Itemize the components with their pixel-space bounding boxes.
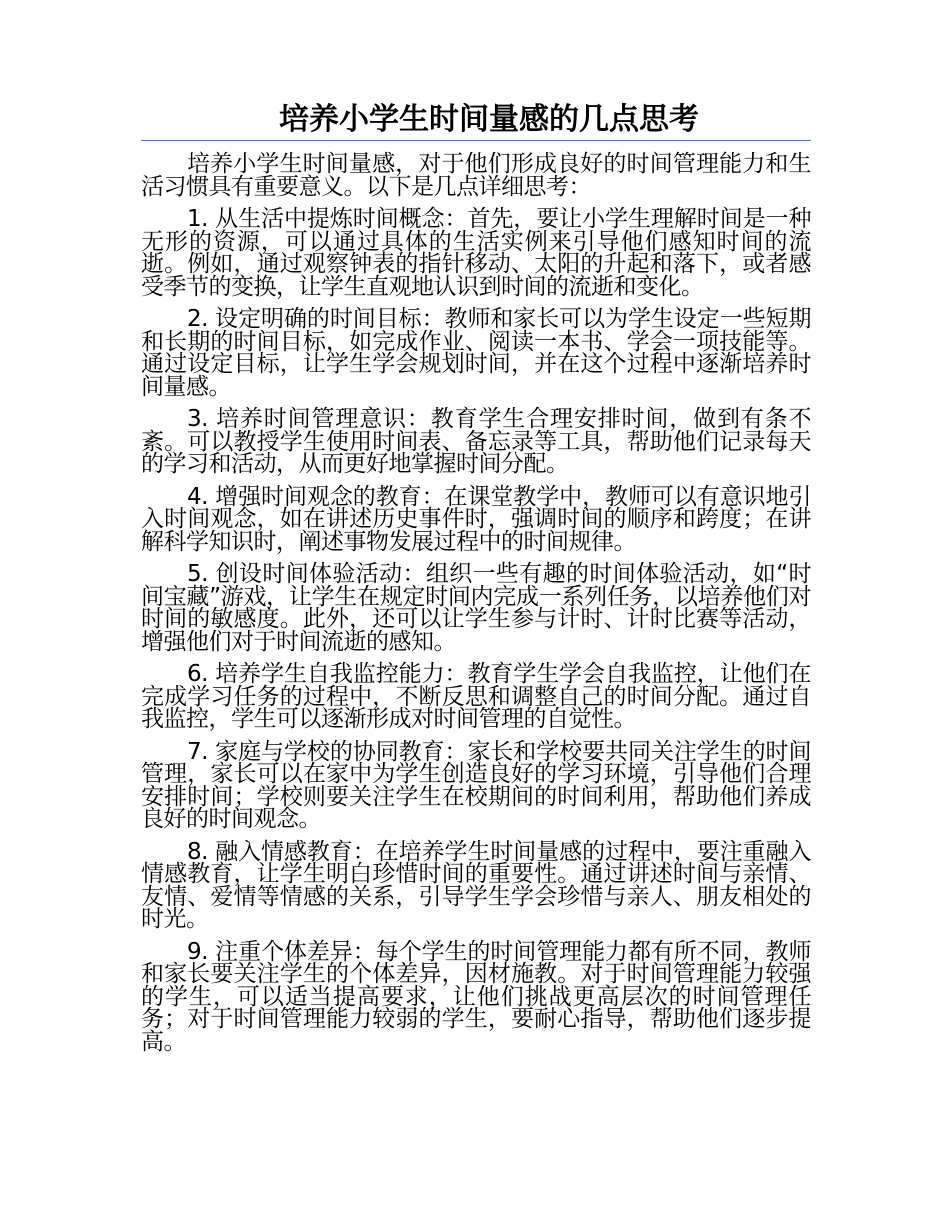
paragraph-point-9: 9. 注重个体差异：每个学生的时间管理能力都有所不同，教师和家长要关注学生的个体差异，因材施教。对于时间管理能力较强的学生，可以适当提高要求，让他们挑战更高层次的时间管理任务；对于时间管理能力较弱的学生，要耐心指导，帮助他们逐步提高。 [141,938,811,1055]
paragraph-point-7: 7. 家庭与学校的协同教育：家长和学校要共同关注学生的时间管理，家长可以在家中为学生创造良好的学习环境，引导他们合理安排时间；学校则要关注学生在校期间的时间利用，帮助他们养成良好的时间观念。 [141,738,811,832]
paragraph-point-8: 8. 融入情感教育：在培养学生时间量感的过程中，要注重融入情感教育，让学生明白珍惜时间的重要性。通过讲述时间与亲情、友情、爱情等情感的关系，引导学生学会珍惜与亲人、朋友相处的时光。 [141,838,811,932]
paragraph-point-5: 5. 创设时间体验活动：组织一些有趣的时间体验活动，如“时间宝藏”游戏，让学生在规定时间内完成一系列任务，以培养他们对时间的敏感度。此外，还可以让学生参与计时、计时比赛等活动，增强他们对于时间流逝的感知。 [141,561,811,655]
paragraph-point-2: 2. 设定明确的时间目标：教师和家长可以为学生设定一些短期和长期的时间目标，如完成作业、阅读一本书、学会一项技能等。通过设定目标，让学生学会规划时间，并在这个过程中逐渐培养时间量感。 [141,306,811,400]
document-title: 培养小学生时间量感的几点思考 [279,102,699,137]
paragraph-point-1: 1. 从生活中提炼时间概念：首先，要让小学生理解时间是一种无形的资源，可以通过具体的生活实例来引导他们感知时间的流逝。例如，通过观察钟表的指针移动、太阳的升起和落下，或者感受季节的变换，让学生直观地认识到时间的流逝和变化。 [141,206,811,300]
paragraph-point-4: 4. 增强时间观念的教育：在课堂教学中，教师可以有意识地引入时间观念，如在讲述历史事件时，强调时间的顺序和跨度；在讲解科学知识时，阐述事物发展过程中的时间规律。 [141,483,811,555]
paragraph-intro: 培养小学生时间量感，对于他们形成良好的时间管理能力和生活习惯具有重要意义。以下是几点详细思考： [141,151,811,200]
title-underline [141,140,811,141]
paragraph-point-3: 3. 培养时间管理意识：教育学生合理安排时间，做到有条不紊。可以教授学生使用时间表、备忘录等工具，帮助他们记录每天的学习和活动，从而更好地掌握时间分配。 [141,406,811,477]
document-page [141,100,811,1063]
paragraph-point-6: 6. 培养学生自我监控能力：教育学生学会自我监控，让他们在完成学习任务的过程中，不断反思和调整自己的时间分配。通过自我监控，学生可以逐渐形成对时间管理的自觉性。 [141,661,811,732]
